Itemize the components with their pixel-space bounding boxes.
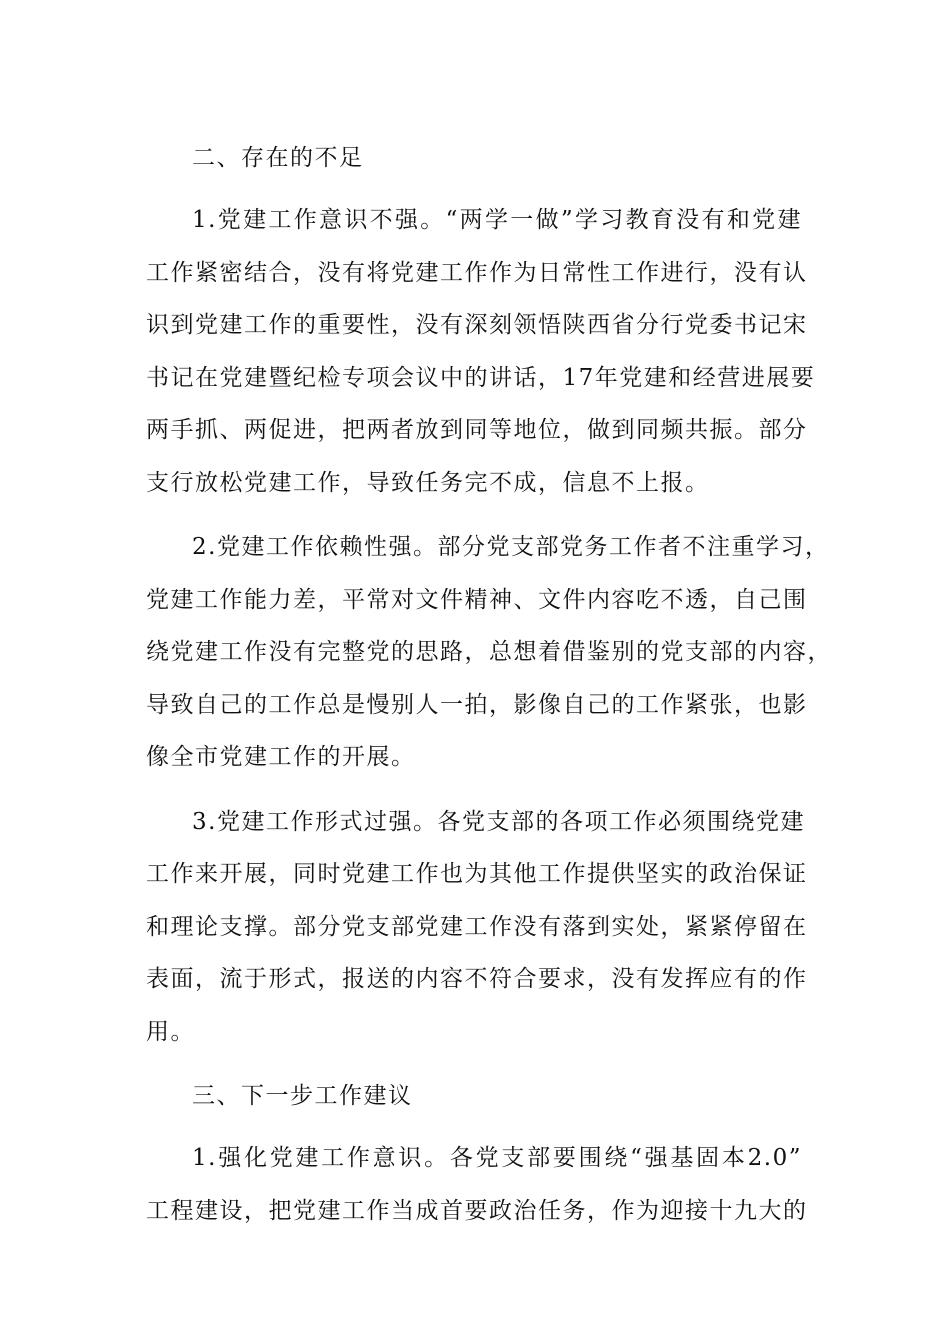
paragraph-line: 1.强化党建工作意识。各党支部要围绕“强基固本2.0”: [192, 1145, 802, 1171]
paragraph-line: 像全市党建工作的开展。: [146, 744, 416, 770]
paragraph-line: 导致自己的工作总是慢别人一拍，影像自己的工作紧张，也影: [146, 691, 808, 718]
paragraph-line: 表面，流于形式，报送的内容不符合要求，没有发挥应有的作: [146, 966, 808, 992]
paragraph-line: 识到党建工作的重要性，没有深刻领悟陕西省分行党委书记宋: [146, 312, 808, 338]
paragraph-line: 和理论支撑。部分党支部党建工作没有落到实处，紧紧停留在: [146, 913, 808, 940]
paragraph-line: 用。: [146, 1018, 195, 1045]
paragraph-line: 工作紧密结合，没有将党建工作作为日常性工作进行，没有认: [146, 259, 808, 286]
paragraph: [146, 1132, 808, 1237]
paragraph-line: 绕党建工作没有完整党的思路，总想着借鉴别的党支部的内容，: [146, 639, 832, 665]
paragraph-line: 工作来开展，同时党建工作也为其他工作提供坚实的政治保证: [146, 861, 808, 887]
document-body: [146, 132, 832, 1249]
section-heading: 三、下一步工作建议: [192, 1083, 413, 1109]
paragraph-line: 党建工作能力差，平常对文件精神、文件内容吃不透，自己围: [146, 586, 808, 613]
paragraph-line: 工程建设，把党建工作当成首要政治任务，作为迎接十九大的: [146, 1197, 808, 1224]
paragraph: [146, 521, 832, 784]
paragraph-line: 支行放松党建工作，导致任务完不成，信息不上报。: [146, 469, 710, 496]
paragraph-line: 1.党建工作意识不强。“两学一做”学习教育没有和党建: [192, 207, 802, 233]
paragraph-line: 书记在党建暨纪检专项会议中的讲话，17年党建和经营进展要: [146, 364, 816, 391]
section-heading: 二、存在的不足: [192, 145, 364, 171]
paragraph-line: 两手抓、两促进，把两者放到同等地位，做到同频共振。部分: [146, 417, 808, 443]
paragraph: [146, 194, 816, 509]
paragraph-line: 2.党建工作依赖性强。部分党支部党务工作者不注重学习，: [192, 534, 830, 560]
paragraph-line: 3.党建工作形式过强。各党支部的各项工作必须围绕党建: [192, 808, 805, 835]
paragraph: [146, 796, 808, 1059]
